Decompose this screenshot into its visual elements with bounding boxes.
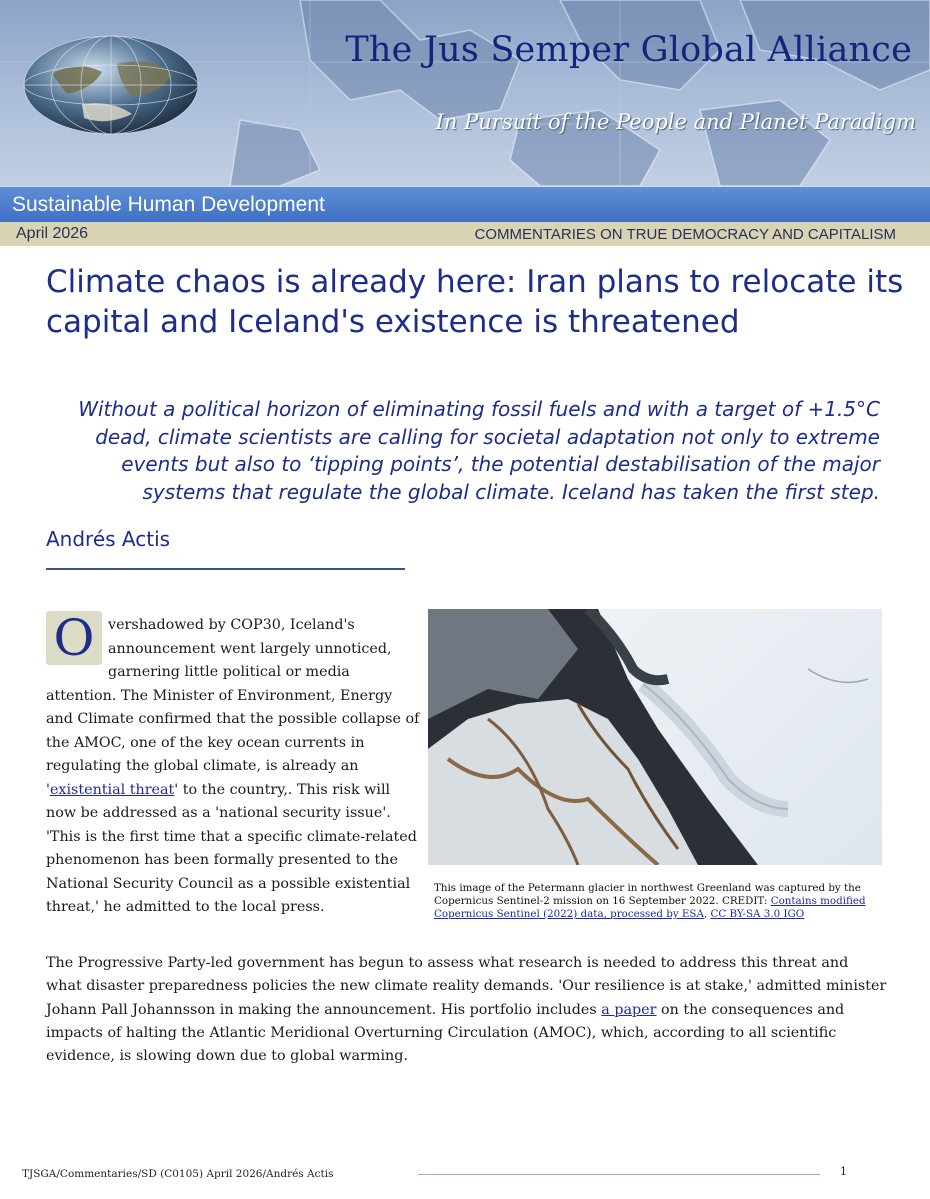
p1-text-end: ' to the country,. This risk will now be addressed as a 'national security issue'. 'This is the first time that a specific climate-related phenomenon has been formally presented to the National Security Council as a possible existential threat,' he admitted to the local press. xyxy=(46,781,417,915)
p2-text-end: on the consequences and impacts of halting the Atlantic Meridional Overturning Circulation (AMOC), which, according to all scientific evidence, is slowing down due to global warming. xyxy=(46,1001,845,1065)
author-divider xyxy=(46,568,405,570)
petermann-glacier-image xyxy=(428,609,882,865)
copernicus-credit-link[interactable]: Contains modified Copernicus Sentinel (2022) data, processed by ESA xyxy=(434,895,866,920)
page-number: 1 xyxy=(840,1165,847,1178)
drop-cap: O xyxy=(46,611,102,665)
p2-text-start: The Progressive Party-led government has begun to assess what research is needed to address this threat and what disaster preparedness policies the new climate reality demands. 'Our resilience is at stake,' admitted minister Johann Pall Johannsson in making the announcement. His portfolio includes xyxy=(46,955,887,1018)
footer-reference: TJSGA/Commentaries/SD (C0105) April 2026/Andrés Actis xyxy=(22,1168,334,1180)
article-standfirst: Without a political horizon of eliminating fossil fuels and with a target of +1.5°C dead, climate scientists are calling for societal adaptation not only to extreme events but also to ‘tipping points’, the potential destabilisation of the major systems that regulate the global climate. Iceland has taken the first step. xyxy=(78,397,880,504)
article-headline: Climate chaos is already here: Iran plans to relocate its capital and Iceland's existence is threatened xyxy=(46,264,904,340)
figure-caption xyxy=(434,882,874,921)
issue-date: April 2026 xyxy=(16,225,89,242)
a-paper-link[interactable]: a paper xyxy=(601,1001,657,1018)
p1-text-start: vershadowed by COP30, Iceland's announcement went largely unnoticed, garnering little political or media attention. The Minister of Environment, Energy and Climate confirmed that the possible collapse of the AMOC, one of the key ocean currents in regulating the global climate, is already an ' xyxy=(46,617,420,798)
caption-text: This image of the Petermann glacier in northwest Greenland was captured by the Copernicus Sentinel-2 mission on 16 September 2022. CREDIT: xyxy=(434,882,861,907)
article-author: Andrés Actis xyxy=(46,527,171,551)
section-bar xyxy=(0,186,930,223)
license-link[interactable]: CC BY-SA 3.0 IGO xyxy=(710,908,805,920)
series-title: COMMENTARIES ON TRUE DEMOCRACY AND CAPITALISM xyxy=(474,226,896,243)
section-label: Sustainable Human Development xyxy=(12,193,325,216)
caption-separator: , xyxy=(703,908,711,920)
site-tagline: In Pursuit of the People and Planet Paradigm xyxy=(435,110,916,134)
footer-divider xyxy=(418,1174,820,1175)
site-title: The Jus Semper Global Alliance xyxy=(345,30,912,70)
body-paragraph-2 xyxy=(46,952,888,1068)
site-banner xyxy=(0,0,930,186)
issue-bar xyxy=(0,222,930,246)
satellite-image xyxy=(428,609,882,865)
globe-logo xyxy=(22,34,200,136)
body-paragraph-1 xyxy=(46,609,420,920)
existential-threat-link[interactable]: existential threat xyxy=(49,781,175,798)
